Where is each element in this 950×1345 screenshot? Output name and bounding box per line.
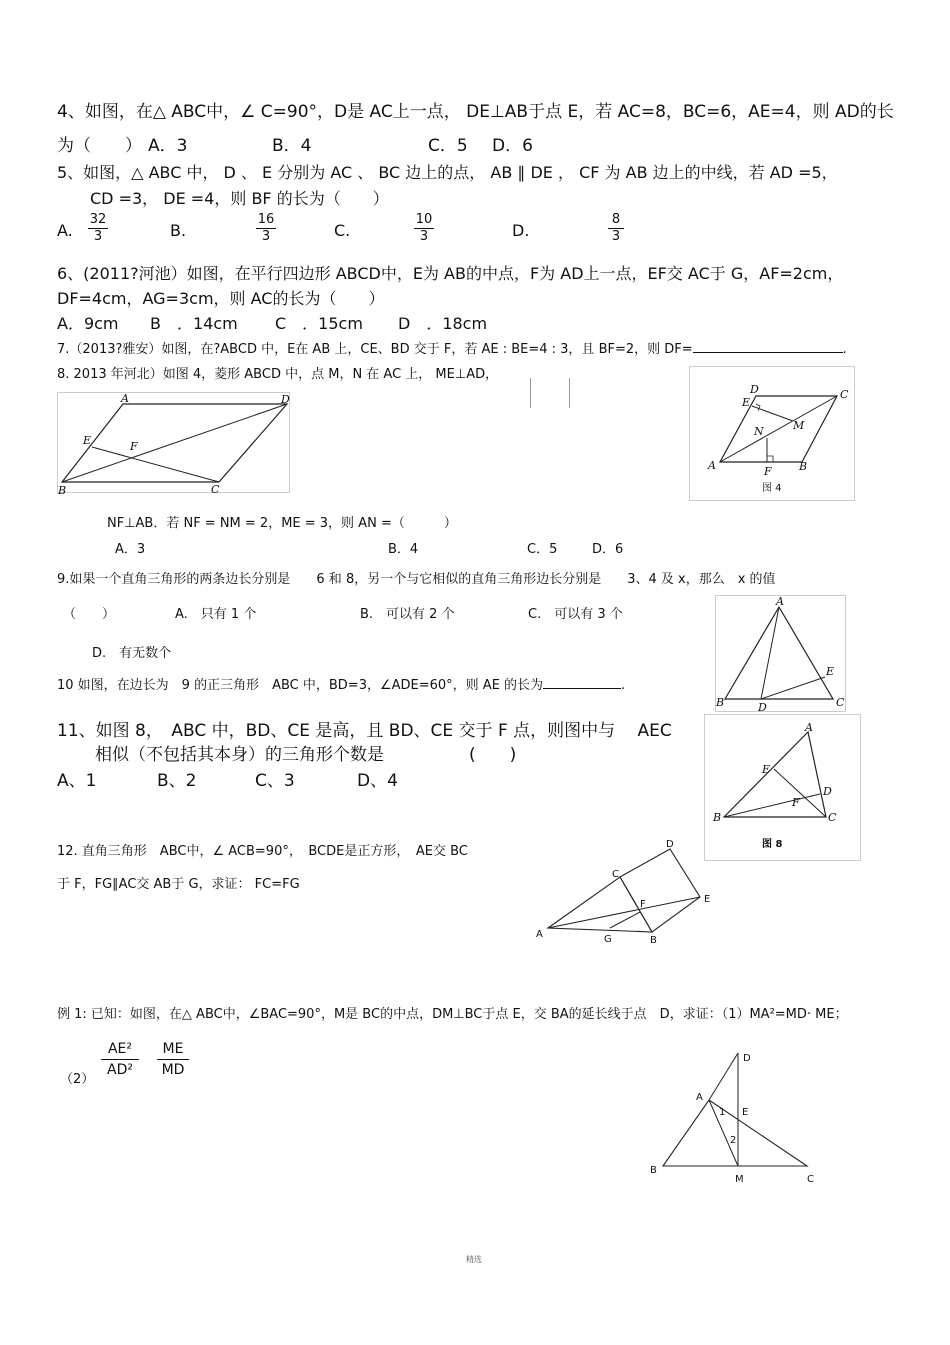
- q6-option-b: B ．14cm: [150, 314, 238, 333]
- example1-fraction-ae-ad: [101, 1039, 139, 1080]
- point-label-f: F: [640, 899, 646, 910]
- point-label-e: E: [742, 1107, 749, 1118]
- q10-text: 10 如图，在边长为 9 的正三角形 ABC 中，BD=3，∠ADE=60°，则 AE 的长为 .: [57, 678, 626, 693]
- q8-option-d: D．6: [592, 542, 624, 557]
- q9-paren: （ ）: [63, 607, 116, 622]
- segment-ad: [761, 607, 779, 699]
- equilateral-triangle-figure: [715, 595, 847, 713]
- point-label-a: A: [776, 595, 784, 608]
- divider-line: [569, 378, 570, 408]
- rhombus-figure-4: [689, 366, 855, 502]
- fraction-numerator: 8: [611, 212, 621, 227]
- right-angle-mark-f: [767, 456, 773, 462]
- point-label-b: B: [650, 1165, 657, 1176]
- q5-option-b-fraction: [256, 212, 276, 245]
- parallelogram-abcd-figure: [57, 392, 291, 496]
- q5-option-b-label: B.: [170, 221, 187, 240]
- q5-option-d-fraction: [608, 212, 624, 245]
- segment-me: [752, 406, 793, 421]
- q8-line2: NF⊥AB．若 NF = NM = 2，ME = 3，则 AN =（ ）: [107, 516, 457, 531]
- q8-option-b: B．4: [388, 542, 419, 557]
- point-label-e: E: [704, 894, 711, 905]
- point-label-d: D: [823, 785, 832, 798]
- fraction-numerator: 10: [415, 212, 433, 227]
- triangle-abc: [663, 1100, 807, 1166]
- figure-caption: 图 8: [762, 839, 783, 850]
- q5-option-a-label: A.: [57, 221, 73, 240]
- q7-question: 7.（2013?雅安）如图，在?ABCD 中，E在 AB 上，CE、BD 交于 F，若 AE : BE=4 : 3，且 BF=2，则 DF=: [57, 342, 693, 357]
- point-label-g: G: [604, 934, 612, 945]
- fraction-numerator: 32: [89, 212, 107, 227]
- example1-part2-label: （2）: [60, 1072, 95, 1087]
- q7-answer-blank[interactable]: [693, 352, 843, 353]
- q7-text: 7.（2013?雅安）如图，在?ABCD 中，E在 AB 上，CE、BD 交于 F，若 AE : BE=4 : 3，且 BF=2，则 DF= .: [57, 342, 847, 357]
- q10-question: 10 如图，在边长为 9 的正三角形 ABC 中，BD=3，∠ADE=60°，则 AE 的长为: [57, 678, 544, 693]
- point-label-b: B: [713, 811, 722, 824]
- q9-option-c: C. 可以有 3 个: [528, 607, 623, 622]
- point-label-d: D: [758, 701, 767, 713]
- right-triangle-median-figure: [645, 1045, 825, 1190]
- square-bcde: [620, 849, 700, 932]
- q5-line2: CD =3， DE =4，则 BF 的长为（ ）: [90, 189, 389, 208]
- q9-line1: 9.如果一个直角三角形的两条边长分别是 6 和 8，另一个与它相似的直角三角形边长分别是 3、4 及 x，那么 x 的值: [57, 572, 776, 587]
- point-label-c: C: [840, 388, 849, 401]
- angle-label-2: 2: [730, 1135, 737, 1146]
- point-label-a: A: [121, 392, 129, 405]
- point-label-d: D: [281, 393, 290, 406]
- point-label-e: E: [742, 396, 751, 409]
- angle-label-1: 1: [719, 1107, 726, 1118]
- point-label-b: B: [650, 935, 657, 946]
- q6-option-d: D ．18cm: [398, 314, 488, 333]
- q8-option-c: C．5: [527, 542, 558, 557]
- q5-option-a-fraction: [88, 212, 108, 245]
- point-label-e: E: [762, 763, 771, 776]
- triangle-abc: [725, 607, 833, 699]
- triangle-abc: [724, 732, 826, 817]
- footer-text: 精选: [466, 1255, 482, 1264]
- fraction-denominator: 3: [414, 228, 434, 245]
- fraction-denominator: 3: [608, 228, 624, 245]
- q11-line1: 11、如图 8， ABC 中，BD、CE 是高，且 BD、CE 交于 F 点，则图中与 AEC: [57, 721, 672, 741]
- point-label-a: A: [805, 721, 813, 734]
- q4-option-b: B．4: [272, 136, 312, 156]
- q6-line1: 6、(2011?河池）如图，在平行四边形 ABCD中，E为 AB的中点，F为 AD上一点，EF交 AC于 G，AF=2cm，: [57, 264, 844, 283]
- q9-option-b: B. 可以有 2 个: [360, 607, 455, 622]
- q6-line2: DF=4cm，AG=3cm，则 AC的长为（ ）: [57, 289, 385, 308]
- point-label-c: C: [612, 869, 619, 880]
- point-label-a: A: [536, 929, 543, 940]
- point-label-a: A: [696, 1092, 703, 1103]
- q12-line2: 于 F，FG∥AC交 AB于 G，求证： FC=FG: [57, 877, 300, 892]
- point-label-c: C: [836, 696, 845, 709]
- q5-option-c-label: C.: [334, 221, 351, 240]
- q4-line1: 4、如图，在△ ABC中，∠ C=90°，D是 AC上一点， DE⊥AB于点 E，若 AC=8，BC=6，AE=4，则 AD的长: [57, 102, 894, 122]
- q10-answer-blank[interactable]: [543, 688, 621, 689]
- q6-option-a: A．9cm: [57, 314, 119, 333]
- fraction-denominator: 3: [256, 228, 276, 245]
- q11-option-d: D、4: [357, 771, 398, 791]
- example1-fraction-me-md: [157, 1039, 189, 1080]
- point-label-n: N: [754, 425, 764, 438]
- point-label-f: F: [764, 465, 772, 478]
- segment-bd: [724, 794, 820, 817]
- point-label-c: C: [828, 811, 837, 824]
- q11-option-c: C、3: [255, 771, 295, 791]
- point-label-m: M: [793, 419, 805, 432]
- example1-line1: 例 1: 已知：如图，在△ ABC中，∠BAC=90°，M是 BC的中点，DM⊥BC于点 E，交 BA的延长线于点 D，求证：（1）MA²=MD· ME；: [57, 1007, 848, 1022]
- q4-line2-prefix: 为（ ）: [57, 136, 142, 156]
- q5-line1: 5、如图，△ ABC 中， D 、 E 分别为 AC 、 BC 边上的点， AB ∥ DE ， CF 为 AB 边上的中线，若 AD =5，: [57, 163, 838, 182]
- fraction-denominator: AD²: [101, 1059, 139, 1080]
- q8-line1: 8. 2013 年河北）如图 4，菱形 ABCD 中，点 M，N 在 AC 上， ME⊥AD，: [57, 367, 499, 382]
- fraction-numerator: AE²: [107, 1041, 133, 1057]
- figure-caption: 图 4: [762, 483, 782, 494]
- point-label-d: D: [743, 1053, 751, 1064]
- q4-option-d: D．6: [492, 136, 533, 156]
- figure-frame: [690, 367, 855, 501]
- fraction-numerator: 16: [257, 212, 275, 227]
- point-label-f: F: [130, 440, 138, 453]
- fraction-numerator: ME: [162, 1041, 184, 1057]
- q11-option-b: B、2: [157, 771, 197, 791]
- point-label-b: B: [58, 484, 67, 496]
- point-label-e: E: [83, 434, 92, 447]
- figure-frame: [705, 715, 861, 861]
- fraction-denominator: 3: [88, 228, 108, 245]
- q11-line2: 相似（不包括其本身）的三角形个数是 ( ): [95, 745, 517, 765]
- q8-option-a: A．3: [115, 542, 146, 557]
- segment-de: [761, 677, 825, 699]
- point-label-e: E: [826, 665, 835, 678]
- point-label-b: B: [716, 696, 725, 709]
- segment-ad: [709, 1053, 738, 1100]
- point-label-a: A: [708, 459, 716, 472]
- q12-line1: 12. 直角三角形 ABC中，∠ ACB=90°， BCDE是正方形， AE交 BC: [57, 844, 468, 859]
- point-label-m: M: [735, 1174, 744, 1185]
- triangle-figure-8: [704, 714, 862, 862]
- q5-option-c-fraction: [414, 212, 434, 245]
- point-label-d: D: [750, 383, 759, 396]
- point-label-b: B: [799, 460, 808, 473]
- q11-option-a: A、1: [57, 771, 97, 791]
- point-label-c: C: [211, 483, 220, 496]
- point-label-d: D: [666, 839, 674, 850]
- q6-option-c: C ．15cm: [275, 314, 363, 333]
- point-label-f: F: [792, 796, 800, 809]
- divider-line: [530, 378, 531, 408]
- q4-option-a: A．3: [148, 136, 188, 156]
- q5-option-d-label: D.: [512, 221, 530, 240]
- q4-option-c: C．5: [428, 136, 468, 156]
- point-label-c: C: [807, 1174, 814, 1185]
- q9-option-d: D. 有无数个: [92, 646, 172, 661]
- q9-option-a: A. 只有 1 个: [175, 607, 257, 622]
- figure-frame: [716, 596, 846, 712]
- square-bcde-figure: [530, 835, 720, 950]
- segment-ce: [774, 769, 826, 817]
- fraction-denominator: MD: [157, 1059, 189, 1080]
